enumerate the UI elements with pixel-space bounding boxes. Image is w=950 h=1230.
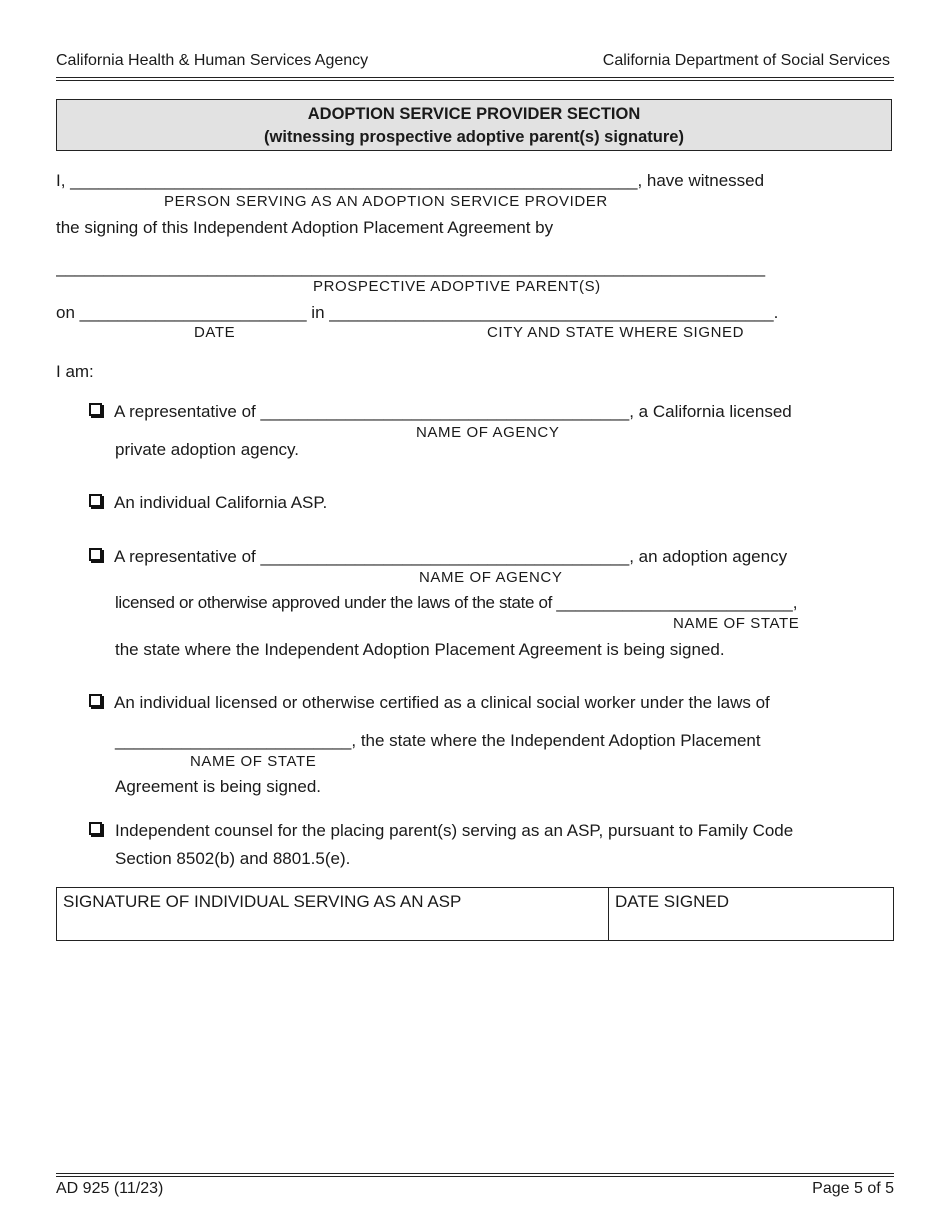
- header-rule-2: [56, 80, 894, 81]
- option-individual-asp: An individual California ASP.: [114, 493, 328, 512]
- option-other-state-agency-line3: the state where the Independent Adoption Placement Agreement is being signed.: [115, 640, 725, 659]
- section-subtitle: (witnessing prospective adoptive parent(s) signature): [264, 128, 684, 146]
- period: .: [773, 303, 779, 322]
- date-signed-label: DATE SIGNED: [615, 892, 729, 911]
- form-id: AD 925 (11/23): [56, 1180, 164, 1197]
- comma: ,: [792, 593, 798, 612]
- option-4-line2-text: , the state where the Independent Adoption Placement: [351, 731, 761, 750]
- option-3-text-end: , an adoption agency: [629, 547, 788, 566]
- option-1-text-end: , a California licensed: [629, 402, 792, 421]
- option-3-line2-text: licensed or otherwise approved under the laws of the state of: [115, 593, 557, 612]
- option-clinical-social-worker-line3: Agreement is being signed.: [115, 777, 322, 796]
- signature-field[interactable]: [57, 888, 609, 940]
- city-state-caption: CITY AND STATE WHERE SIGNED: [487, 324, 745, 341]
- option-3-text: A representative of: [114, 547, 261, 566]
- section-title-box: [56, 99, 892, 151]
- signing-statement: the signing of this Independent Adoption Placement Agreement by: [56, 218, 554, 237]
- checkbox-other-state-agency[interactable]: [89, 548, 102, 561]
- checkbox-licensed-agency[interactable]: [89, 403, 102, 416]
- intro-i-label: I,: [56, 171, 71, 190]
- header-rule: [56, 77, 894, 78]
- date-signed-field[interactable]: [609, 888, 893, 940]
- signature-label: SIGNATURE OF INDIVIDUAL SERVING AS AN ASP: [63, 892, 462, 911]
- option-clinical-social-worker-line2: [115, 731, 761, 751]
- asp-name-caption: PERSON SERVING AS AN ADOPTION SERVICE PROVIDER: [164, 193, 608, 210]
- in-label: in: [306, 303, 330, 322]
- licensed-agency-name-field[interactable]: _______________________________________: [260, 402, 630, 421]
- checkbox-individual-asp[interactable]: [89, 494, 102, 507]
- option-independent-counsel-line2: Section 8502(b) and 8801.5(e).: [115, 849, 351, 868]
- adoptive-parents-field[interactable]: ___________________________________________________________________________: [56, 258, 766, 277]
- footer-rule-2: [56, 1176, 894, 1177]
- state-name-caption-2: NAME OF STATE: [190, 753, 317, 770]
- on-label: on: [56, 303, 80, 322]
- date-caption: DATE: [194, 324, 236, 341]
- option-other-state-agency-line2: [115, 593, 797, 613]
- option-licensed-agency-line2: private adoption agency.: [115, 440, 299, 459]
- agency-state-field[interactable]: _________________________: [556, 593, 793, 612]
- agency-name-caption-2: NAME OF AGENCY: [419, 569, 563, 586]
- section-title: ADOPTION SERVICE PROVIDER SECTION: [307, 105, 641, 123]
- checkbox-clinical-social-worker[interactable]: [89, 694, 102, 707]
- option-1-text: A representative of: [114, 402, 261, 421]
- intro-witnessed-label: , have witnessed: [637, 171, 765, 190]
- agency-header: California Health & Human Services Agency: [56, 52, 369, 69]
- option-clinical-social-worker-line1: An individual licensed or otherwise certified as a clinical social worker under the laws of: [114, 693, 770, 712]
- date-field[interactable]: ________________________: [79, 303, 307, 322]
- agency-name-caption-1: NAME OF AGENCY: [416, 424, 560, 441]
- state-name-caption-1: NAME OF STATE: [673, 615, 800, 632]
- witness-statement-line: [56, 171, 764, 191]
- asp-name-field[interactable]: ____________________________________________________________: [70, 171, 638, 190]
- department-header: California Department of Social Services: [602, 52, 890, 69]
- footer-rule: [56, 1173, 894, 1174]
- option-other-state-agency-line1: [114, 547, 787, 567]
- other-agency-name-field[interactable]: _______________________________________: [260, 547, 630, 566]
- option-independent-counsel-line1: Independent counsel for the placing parent(s) serving as an ASP, pursuant to Family Code: [115, 821, 794, 840]
- csw-state-field[interactable]: _________________________: [115, 731, 352, 750]
- city-state-field[interactable]: _______________________________________________: [329, 303, 774, 322]
- checkbox-independent-counsel[interactable]: [89, 822, 102, 835]
- signature-table: [56, 887, 894, 941]
- i-am-label: I am:: [56, 362, 94, 381]
- date-city-line: [56, 303, 778, 323]
- option-licensed-agency-line1: [114, 402, 792, 422]
- adoptive-parents-caption: PROSPECTIVE ADOPTIVE PARENT(S): [313, 278, 601, 295]
- page-number: Page 5 of 5: [812, 1180, 894, 1197]
